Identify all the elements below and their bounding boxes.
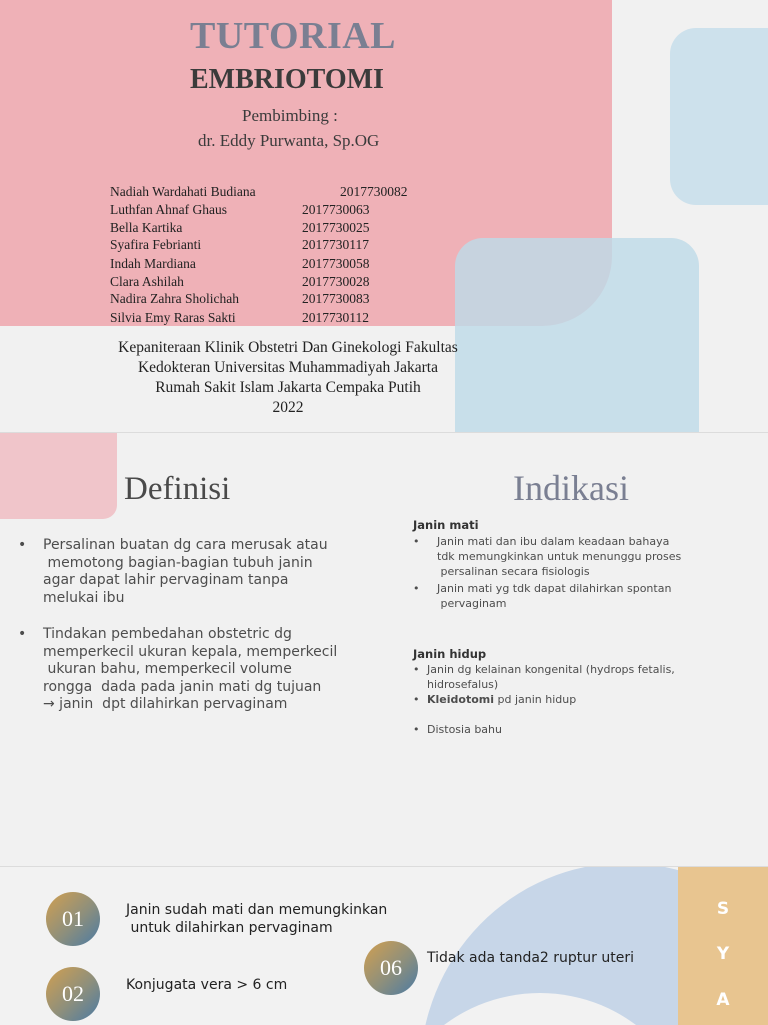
indikasi-line: Distosia bahu [427,723,502,736]
indikasi-item [413,722,713,737]
title-slide [0,0,768,432]
advisor-name: dr. Eddy Purwanta, Sp.OG [198,131,380,150]
member-name: Nadiah Wardahati Budiana [110,184,256,199]
definisi-line: memperkecil ukuran kepala, memperkecil [43,643,338,660]
bullet-icon: • [413,535,420,548]
slide-title: TUTORIAL [190,15,397,57]
member-id: 2017730025 [302,220,370,235]
definisi-line: ukuran bahu, memperkecil volume [43,661,292,677]
bullet-icon: • [18,537,27,553]
member-id: 2017730082 [340,184,408,199]
indikasi-item [413,662,713,692]
indikasi-line: hidrosefalus) [427,678,499,691]
indikasi-line: Janin dg kelainan kongenital (hydrops fetalis, [427,663,675,676]
definisi-line: memotong bagian-bagian tubuh janin [43,554,313,571]
member-name: Silvia Emy Raras Sakti [110,310,236,325]
member-id: 2017730083 [302,291,370,306]
step-line: untuk dilahirkan pervaginam [126,920,333,936]
definisi-item [18,626,338,716]
indikasi-line: Janin mati dan ibu dalam keadaan bahaya [437,535,670,548]
bullet-icon: • [18,626,27,642]
slide-subtitle: EMBRIOTOMI [190,64,384,95]
advisor-label: Pembimbing : [242,106,338,125]
side-letter: A [716,990,730,1010]
step-line: Konjugata vera > 6 cm [126,977,288,993]
bullet-icon: • [413,723,420,736]
definisi-line: Tindakan pembedahan obstetric dg [43,626,292,642]
pink-corner-shape [0,433,117,519]
step-text [126,976,406,994]
member-name: Syafira Febrianti [110,237,202,252]
indikasi-item [413,534,713,579]
step-line: Janin sudah mati dan memungkinkan [126,902,388,918]
indikasi-line: pervaginam [437,597,507,610]
member-id: 2017730028 [302,274,370,289]
definisi-line: → janin dpt dilahirkan pervaginam [43,696,288,712]
indikasi-line: persalinan secara fisiologis [437,565,590,578]
indikasi-heading: Indikasi [513,468,629,508]
janin-mati-heading: Janin mati [413,518,479,532]
step-line: Tidak ada tanda2 ruptur uteri [427,950,634,966]
definisi-item [18,537,338,609]
definisi-line: agar dapat lahir pervaginam tanpa [43,572,289,588]
affiliation-year: 2022 [272,399,304,416]
definisi-heading: Definisi [124,471,231,507]
definisi-line: melukai ibu [43,589,125,606]
member-name: Clara Ashilah [110,274,184,289]
janin-hidup-heading: Janin hidup [413,647,487,661]
member-id: 2017730058 [302,256,370,271]
member-id: 2017730063 [302,202,370,217]
indikasi-item [413,692,713,707]
indikasi-line: Janin mati yg tdk dapat dilahirkan spontan [437,582,672,595]
step-text [126,901,406,937]
member-name: Bella Kartika [110,220,183,235]
gold-side-panel [678,867,768,1025]
bullet-icon: • [413,663,420,676]
requirements-slide [0,866,768,1025]
definisi-line: Persalinan buatan dg cara merusak atau [43,537,328,553]
definisi-line: rongga dada pada janin mati dg tujuan [43,678,322,695]
step-text [427,949,677,967]
indikasi-line: pd janin hidup [494,693,577,706]
indikasi-line: tdk memungkinkan untuk menunggu proses [437,550,682,563]
bullet-icon: • [413,693,420,706]
step-number-badge: 01 [46,892,100,946]
step-number-badge: 02 [46,967,100,1021]
affiliation-line: Kedokteran Universitas Muhammadiyah Jakarta [137,359,438,376]
kleidotomi-term: Kleidotomi [427,693,495,706]
affiliation-line: Rumah Sakit Islam Jakarta Cempaka Putih [155,379,421,396]
indikasi-item [413,581,713,611]
blue-decor-shape-top [670,28,768,205]
affiliation-line: Kepaniteraan Klinik Obstetri Dan Ginekologi Fakultas [118,339,458,356]
side-letter: Y [716,944,730,964]
step-number-badge: 06 [364,941,418,995]
side-letter: S [716,899,730,919]
member-name: Indah Mardiana [110,256,196,271]
definition-slide [0,432,768,867]
member-id: 2017730112 [302,310,369,325]
member-name: Luthfan Ahnaf Ghaus [110,202,227,217]
bullet-icon: • [413,582,420,595]
member-name: Nadira Zahra Sholichah [110,291,239,306]
member-id: 2017730117 [302,237,369,252]
